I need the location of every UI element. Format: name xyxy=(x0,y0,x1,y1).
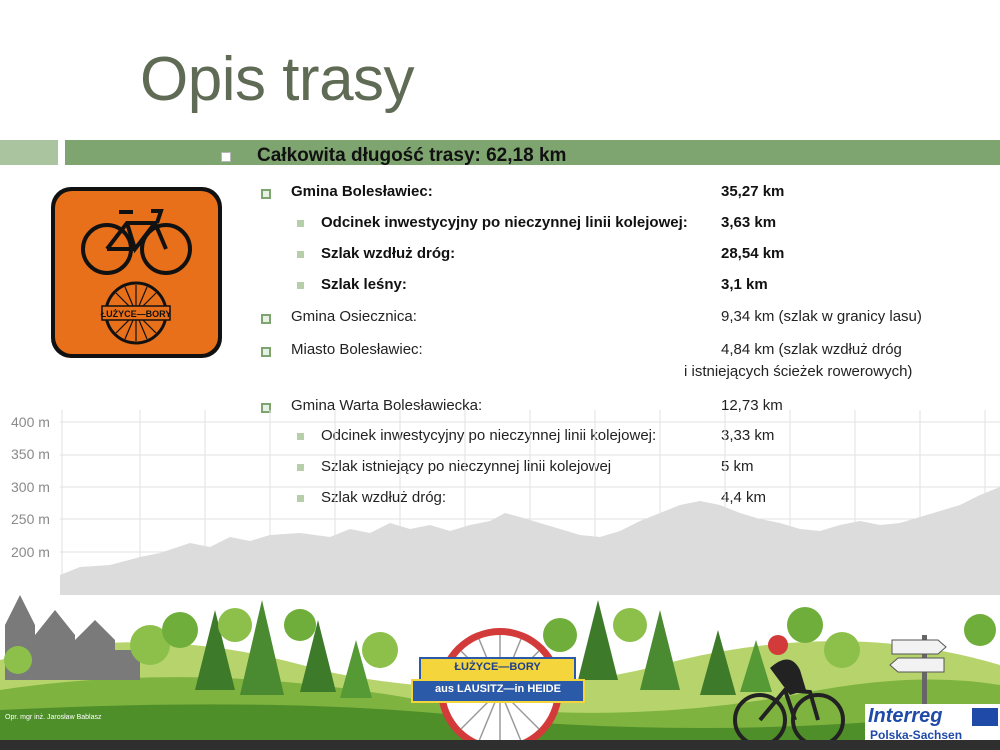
banner-logo-line2: aus LAUSITZ—in HEIDE xyxy=(435,683,561,695)
route-row-value: 3,33 km xyxy=(721,427,775,444)
total-length-headline: Całkowita długość trasy: 62,18 km xyxy=(257,145,567,166)
route-row-value: 28,54 km xyxy=(721,245,785,262)
chain-strip xyxy=(0,740,1000,750)
route-row-value: 3,1 km xyxy=(721,276,768,293)
route-row-label: Szlak wzdłuż dróg: xyxy=(321,245,456,262)
elevation-profile xyxy=(0,405,1000,595)
list-bullet xyxy=(261,314,271,324)
route-row-value: 9,34 km (szlak w granicy lasu) xyxy=(721,308,922,325)
route-row-value: 5 km xyxy=(721,458,754,475)
route-row-value: 4,84 km (szlak wzdłuż dróg xyxy=(721,341,902,358)
sublist-bullet xyxy=(297,282,304,289)
author-credit: Opr. mgr inż. Jarosław Bablasz xyxy=(5,714,102,721)
route-row-label: Gmina Bolesławiec: xyxy=(291,183,433,200)
route-row-label: Szlak istniejący po nieczynnej linii kolejowej xyxy=(321,458,612,475)
elevation-tick-350: 350 m xyxy=(11,446,50,462)
route-row-label: Szlak leśny: xyxy=(321,276,407,293)
route-row-value: 3,63 km xyxy=(721,214,777,231)
route-row-value: 12,73 km xyxy=(721,397,783,414)
slide-title: Opis trasy xyxy=(140,45,415,114)
elevation-tick-200: 200 m xyxy=(11,544,50,560)
route-row-value-continued: i istniejących ścieżek rowerowych) xyxy=(684,363,913,380)
route-row-label: Gmina Warta Bolesławiecka: xyxy=(291,397,483,414)
route-row-label: Miasto Bolesławiec: xyxy=(291,341,423,358)
route-row-label: Gmina Osiecznica: xyxy=(291,308,417,325)
route-row-label: Szlak wzdłuż dróg: xyxy=(321,489,447,506)
route-row-label: Odcinek inwestycyjny po nieczynnej linii kolejowej: xyxy=(321,214,688,231)
eu-flag-icon xyxy=(972,708,998,726)
sublist-bullet xyxy=(297,220,304,227)
route-row-value: 35,27 km xyxy=(721,183,785,200)
route-row-label: Odcinek inwestycyjny po nieczynnej linii kolejowej: xyxy=(321,427,657,444)
elevation-tick-250: 250 m xyxy=(11,511,50,527)
interreg-region: Polska-Sachsen xyxy=(870,728,963,742)
bicycle-trail-sign xyxy=(49,185,224,360)
route-row-value: 4,4 km xyxy=(721,489,767,506)
header-bar-accent xyxy=(0,140,58,165)
list-bullet xyxy=(261,189,271,199)
elevation-tick-300: 300 m xyxy=(11,479,50,495)
sign-logo-text: ŁUŻYCE—BORY xyxy=(100,309,172,319)
elevation-tick-400: 400 m xyxy=(11,414,50,430)
list-bullet xyxy=(261,347,271,357)
banner-logo-line1: ŁUŻYCE—BORY xyxy=(454,661,541,673)
interreg-name: Interreg xyxy=(868,705,943,727)
headline-bullet xyxy=(221,152,231,162)
sublist-bullet xyxy=(297,251,304,258)
